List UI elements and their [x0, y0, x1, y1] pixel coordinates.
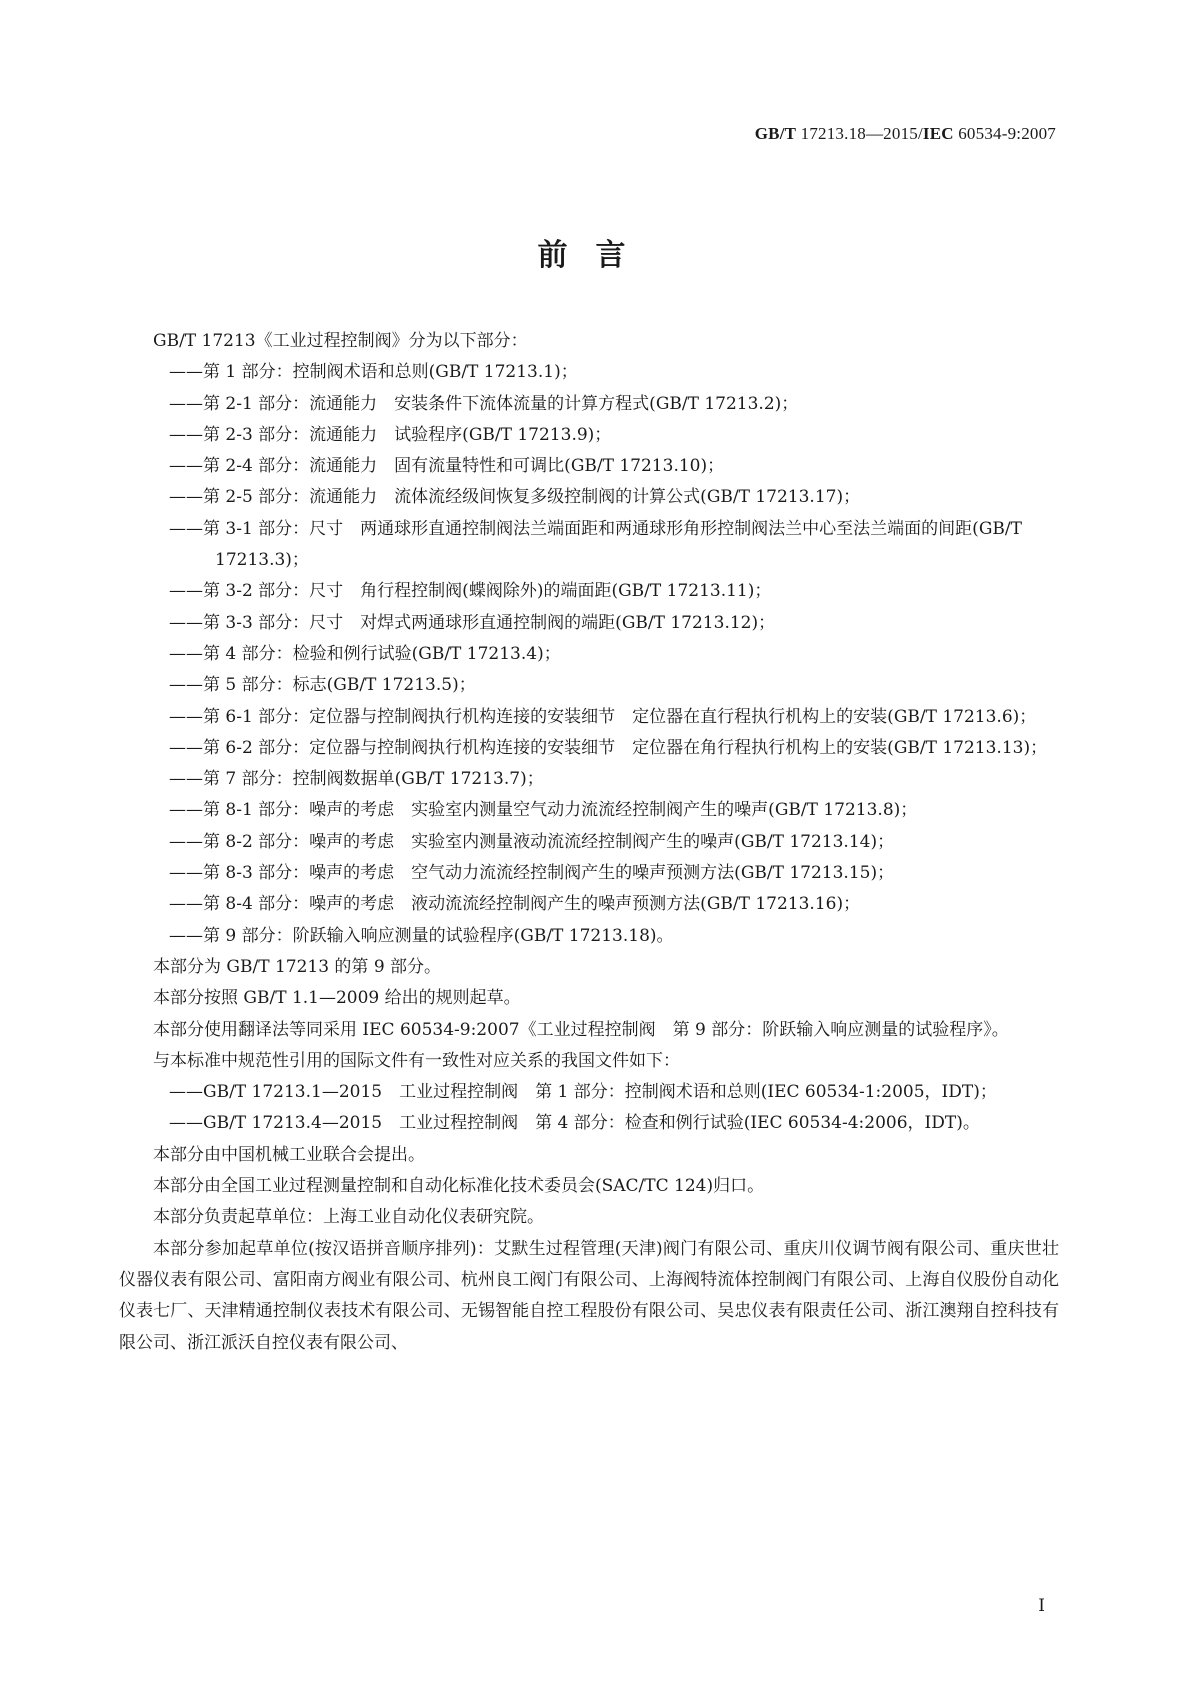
standard-code-number: 17213.18—2015/: [796, 124, 923, 143]
list-item: ——第 3-2 部分：尺寸 角行程控制阀(蝶阀除外)的端面距(GB/T 17213.11)；: [169, 581, 772, 602]
list-item: ——第 8-2 部分：噪声的考虑 实验室内测量液动流流经控制阀产生的噪声(GB/T 17213.14)；: [169, 831, 895, 852]
list-item: ——第 3-1 部分：尺寸 两通球形直通控制阀法兰端面距和两通球形角形控制阀法兰中心至法兰端面的间距(GB/T 17213.3)；: [169, 518, 1022, 571]
standard-code-prefix: GB/T: [754, 124, 797, 143]
intro-paragraph: GB/T 17213《工业过程控制阀》分为以下部分：: [153, 331, 528, 351]
list-item: ——第 2-1 部分：流通能力 安装条件下流体流量的计算方程式(GB/T 17213.2)；: [169, 393, 799, 414]
foreword-body: [119, 326, 1059, 1359]
list-item: ——第 8-3 部分：噪声的考虑 空气动力流流经控制阀产生的噪声预测方法(GB/T 17213.15)；: [169, 863, 895, 884]
responsible-drafter-paragraph: 本部分负责起草单位：上海工业自动化仪表研究院。: [153, 1207, 544, 1228]
list-item: ——第 5 部分：标志(GB/T 17213.5)；: [169, 675, 476, 696]
page-title: 前言: [537, 238, 654, 273]
list-item: ——第 2-5 部分：流通能力 流体流经级间恢复多级控制阀的计算公式(GB/T 17213.17)；: [169, 487, 861, 508]
list-item: ——GB/T 17213.4—2015 工业过程控制阀 第 4 部分：检查和例行试验(IEC 60534-4:2006，IDT)。: [169, 1113, 980, 1134]
jurisdiction-paragraph: 本部分由全国工业过程测量控制和自动化标准化技术委员会(SAC/TC 124)归口。: [153, 1176, 765, 1197]
this-part-paragraph: 本部分为 GB/T 17213 的第 9 部分。: [153, 956, 442, 977]
standard-code: [755, 124, 1056, 144]
proposed-by-paragraph: 本部分由中国机械工业联合会提出。: [153, 1144, 425, 1165]
list-item: ——第 3-3 部分：尺寸 对焊式两通球形直通控制阀的端距(GB/T 17213.12)；: [169, 612, 776, 633]
list-item: ——第 6-1 部分：定位器与控制阀执行机构连接的安装细节 定位器在直行程执行机构上的安装(GB/T 17213.6)；: [169, 706, 1037, 727]
list-item: ——第 6-2 部分：定位器与控制阀执行机构连接的安装细节 定位器在角行程执行机构上的安装(GB/T 17213.13)；: [169, 737, 1048, 758]
list-item: ——第 8-1 部分：噪声的考虑 实验室内测量空气动力流流经控制阀产生的噪声(GB/T 17213.8)；: [169, 800, 918, 821]
list-item: ——第 4 部分：检验和例行试验(GB/T 17213.4)；: [169, 643, 561, 664]
iec-prefix: IEC: [922, 124, 954, 143]
list-item: ——第 7 部分：控制阀数据单(GB/T 17213.7)；: [169, 769, 544, 790]
page-number: I: [1038, 1596, 1045, 1616]
translation-paragraph: 本部分使用翻译法等同采用 IEC 60534-9:2007《工业过程控制阀 第 9 部分：阶跃输入响应测量的试验程序》。: [153, 1019, 1009, 1040]
list-item: ——第 8-4 部分：噪声的考虑 液动流流经控制阀产生的噪声预测方法(GB/T 17213.16)；: [169, 894, 861, 915]
list-item: ——第 9 部分：阶跃输入响应测量的试验程序(GB/T 17213.18)。: [169, 925, 674, 946]
list-item: ——第 2-4 部分：流通能力 固有流量特性和可调比(GB/T 17213.10)；: [169, 456, 725, 477]
correspondence-list: [119, 1077, 1059, 1140]
drafting-rule-paragraph: 本部分按照 GB/T 1.1—2009 给出的规则起草。: [153, 988, 521, 1009]
list-item: ——第 1 部分：控制阀术语和总则(GB/T 17213.1)；: [169, 362, 578, 383]
iec-number: 60534-9:2007: [953, 124, 1056, 143]
list-item: ——第 2-3 部分：流通能力 试验程序(GB/T 17213.9)；: [169, 424, 612, 445]
correspondence-intro: 与本标准中规范性引用的国际文件有一致性对应关系的我国文件如下：: [153, 1050, 680, 1071]
participating-drafters-paragraph: 本部分参加起草单位(按汉语拼音顺序排列)：艾默生过程管理(天津)阀门有限公司、重庆川仪调节阀有限公司、重庆世壮仪器仪表有限公司、富阳南方阀业有限公司、杭州良工阀门有限公司、上海阀特流体控制阀门有限公司、上海自仪股份自动化仪表七厂、天津精通控制仪表技术有限公司、无锡智能自控工程股份有限公司、吴忠仪表有限责任公司、浙江澳翔自控科技有限公司、浙江派沃自控仪表有限公司、: [119, 1238, 1059, 1353]
parts-list: [119, 357, 1059, 952]
list-item: ——GB/T 17213.1—2015 工业过程控制阀 第 1 部分：控制阀术语和总则(IEC 60534-1:2005，IDT)；: [169, 1082, 997, 1103]
